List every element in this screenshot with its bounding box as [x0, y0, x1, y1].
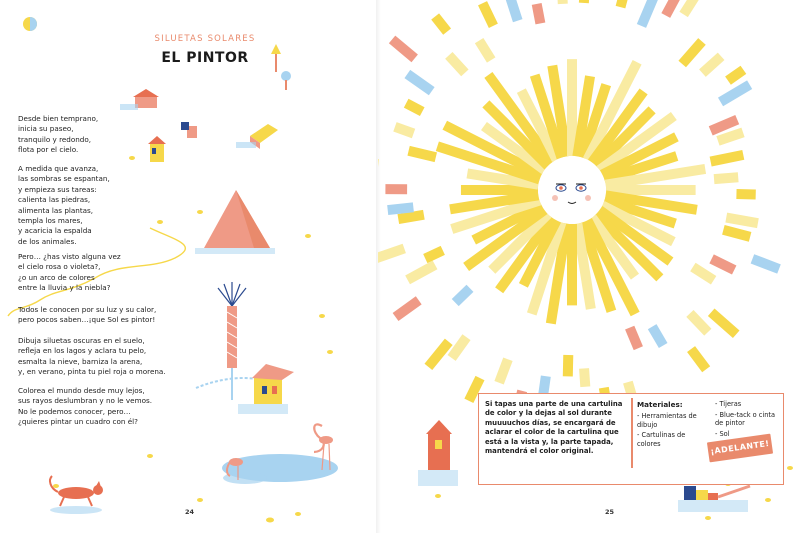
material-item: - Sol — [715, 429, 730, 438]
activity-instructions: Si tapas una parte de una cartulina de color y la dejas al sol durante muuuuchos días, se encargará de aclarar el color de la cartulina que está a la vista y, la parte tapada, mantendrá el color original. — [485, 400, 623, 456]
poem-stanza-6: Colorea el mundo desde muy lejos, sus rayos deslumbran y no le vemos. No le podemos conocer, pero… ¿quieres pintar un cuadro con él? — [18, 386, 152, 427]
moon-icon — [23, 17, 37, 31]
house-icon — [120, 89, 159, 110]
page-title: EL PINTOR — [161, 50, 249, 66]
poem-stanza-5: Dibuja siluetas oscuras en el suelo, refleja en los lagos y aclara tu pelo, esmalta la nieve, barniza la arena, y, en verano, pinta tu piel roja o morena. — [18, 336, 166, 377]
material-item: - Tijeras — [715, 400, 742, 408]
left-page — [0, 0, 378, 533]
material-item: - Herramientas de dibujo — [637, 412, 697, 429]
box-divider — [631, 398, 633, 468]
house-icon-3 — [236, 124, 278, 149]
page-number-right: 25 — [605, 508, 615, 516]
tower-icon — [196, 282, 262, 400]
poem-stanza-4: Todos le conocen por su luz y su calor, pero pocos saben…¡que Sol es pintor! — [18, 305, 157, 325]
house-icon-5 — [238, 364, 294, 414]
materials-list-2 — [715, 400, 781, 440]
material-item: - Cartulinas de colores — [637, 431, 686, 448]
page-number-left: 24 — [185, 508, 195, 516]
house-icon-6 — [418, 420, 458, 486]
cat-icon — [50, 476, 103, 514]
pond-icon — [222, 454, 338, 484]
poem-stanza-2: A medida que avanza, las sombras se espantan, y empieza sus tareas: calienta las piedras, alimenta las plantas, templa los mares, y acaricia la espalda de los animales. — [18, 164, 110, 246]
tree-icon — [271, 44, 291, 90]
materials-title: Materiales: — [637, 400, 683, 409]
material-item: - Blue-tack o cinta de pintor — [715, 410, 776, 428]
adelante-button[interactable]: ¡ADELANTE! — [707, 434, 773, 463]
sun-face-icon — [542, 160, 602, 220]
poem-stanza-3: Pero… ¿has visto alguna vez el cielo rosa o violeta?, ¿o un arco de colores entre la lluvia y la niebla? — [18, 252, 121, 293]
pyramid-icon — [195, 190, 275, 254]
poem-stanza-1: Desde bien temprano, inicia su paseo, tranquilo y redondo, flota por el cielo. — [18, 114, 99, 155]
materials-list-1 — [637, 412, 707, 450]
section-subtitle: SILUETAS SOLARES — [154, 34, 256, 44]
